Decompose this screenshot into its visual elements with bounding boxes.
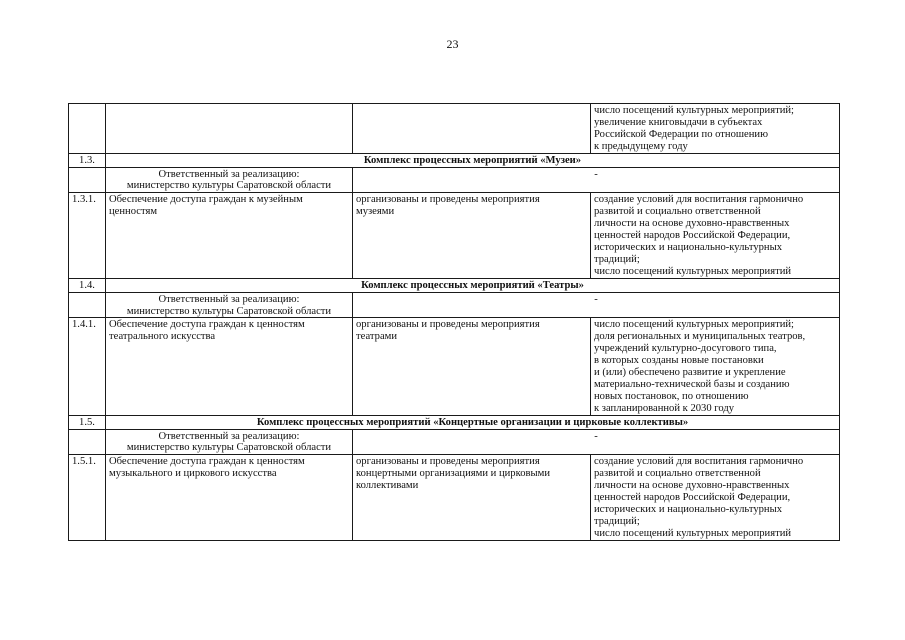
responsible-text: Ответственный за реализацию: министерство культуры Саратовской области: [126, 168, 332, 192]
responsible-dash: -: [353, 292, 840, 318]
result-cell: [353, 193, 591, 278]
responsible-dash: -: [353, 167, 840, 193]
section-number: 1.4.: [69, 278, 106, 292]
num-cell: [69, 104, 106, 154]
page-number: 23: [446, 37, 459, 51]
result-cell: [353, 455, 591, 540]
indicator-cell: [591, 318, 840, 415]
responsible-cell: [106, 292, 353, 318]
indicator-text: создание условий для воспитания гармонично развитой и социально ответственной личности на основе духовно-нравственных ценностей народов Российской Федерации, исторических и национально-культурных традиций; число посещений культурных мероприятий: [594, 194, 804, 277]
responsible-cell: [106, 167, 353, 193]
num-cell: [69, 292, 106, 318]
result-cell: [353, 104, 591, 154]
section-title: Комплекс процессных мероприятий «Музеи»: [106, 153, 840, 167]
responsible-dash: -: [353, 429, 840, 455]
task-text: Обеспечение доступа граждан к ценностям театрального искусства: [109, 319, 305, 343]
responsible-row: [69, 292, 840, 318]
responsible-text: Ответственный за реализацию: министерство культуры Саратовской области: [126, 293, 332, 317]
indicator-cell: [591, 455, 840, 540]
responsible-cell: [106, 429, 353, 455]
task-text: Обеспечение доступа граждан к музейным ценностям: [109, 194, 303, 218]
section-header-row: [69, 278, 840, 292]
task-number: 1.3.1.: [69, 193, 106, 278]
table-row: [69, 104, 840, 154]
result-text: организованы и проведены мероприятия концертными организациями и цирковыми коллективами: [356, 456, 550, 492]
task-text: Обеспечение доступа граждан к ценностям музыкального и циркового искусства: [109, 456, 305, 480]
task-row: [69, 193, 840, 278]
indicator-text: число посещений культурных мероприятий; доля региональных и муниципальных театров, учреждений культурно-досугового типа, в которых созданы новые постановки и (или) обеспечено развитие и укрепление материально-технической базы и созданию новых постановок, по отношению к запланированной к 2030 году: [594, 319, 806, 414]
responsible-text: Ответственный за реализацию: министерство культуры Саратовской области: [126, 430, 332, 454]
indicator-text: создание условий для воспитания гармонично развитой и социально ответственной личности на основе духовно-нравственных ценностей народов Российской Федерации, исторических и национально-культурных традиций; число посещений культурных мероприятий: [594, 456, 804, 539]
result-text: организованы и проведены мероприятия театрами: [356, 319, 540, 343]
task-row: [69, 318, 840, 415]
task-cell: [106, 455, 353, 540]
section-header-row: [69, 415, 840, 429]
section-title: Комплекс процессных мероприятий «Концертные организации и цирковые коллективы»: [106, 415, 840, 429]
program-table: [68, 103, 840, 541]
num-cell: [69, 167, 106, 193]
section-title: Комплекс процессных мероприятий «Театры»: [106, 278, 840, 292]
result-text: организованы и проведены мероприятия музеями: [356, 194, 540, 218]
num-cell: [69, 429, 106, 455]
task-cell: [106, 318, 353, 415]
indicator-cell: [591, 193, 840, 278]
task-cell: [106, 104, 353, 154]
indicator-text: число посещений культурных мероприятий; увеличение книговыдачи в субъектах Российской Федерации по отношению к предыдущему году: [594, 105, 794, 152]
section-number: 1.3.: [69, 153, 106, 167]
indicator-cell: [591, 104, 840, 154]
responsible-row: [69, 429, 840, 455]
result-cell: [353, 318, 591, 415]
task-number: 1.4.1.: [69, 318, 106, 415]
section-number: 1.5.: [69, 415, 106, 429]
responsible-row: [69, 167, 840, 193]
section-header-row: [69, 153, 840, 167]
task-cell: [106, 193, 353, 278]
task-row: [69, 455, 840, 540]
task-number: 1.5.1.: [69, 455, 106, 540]
